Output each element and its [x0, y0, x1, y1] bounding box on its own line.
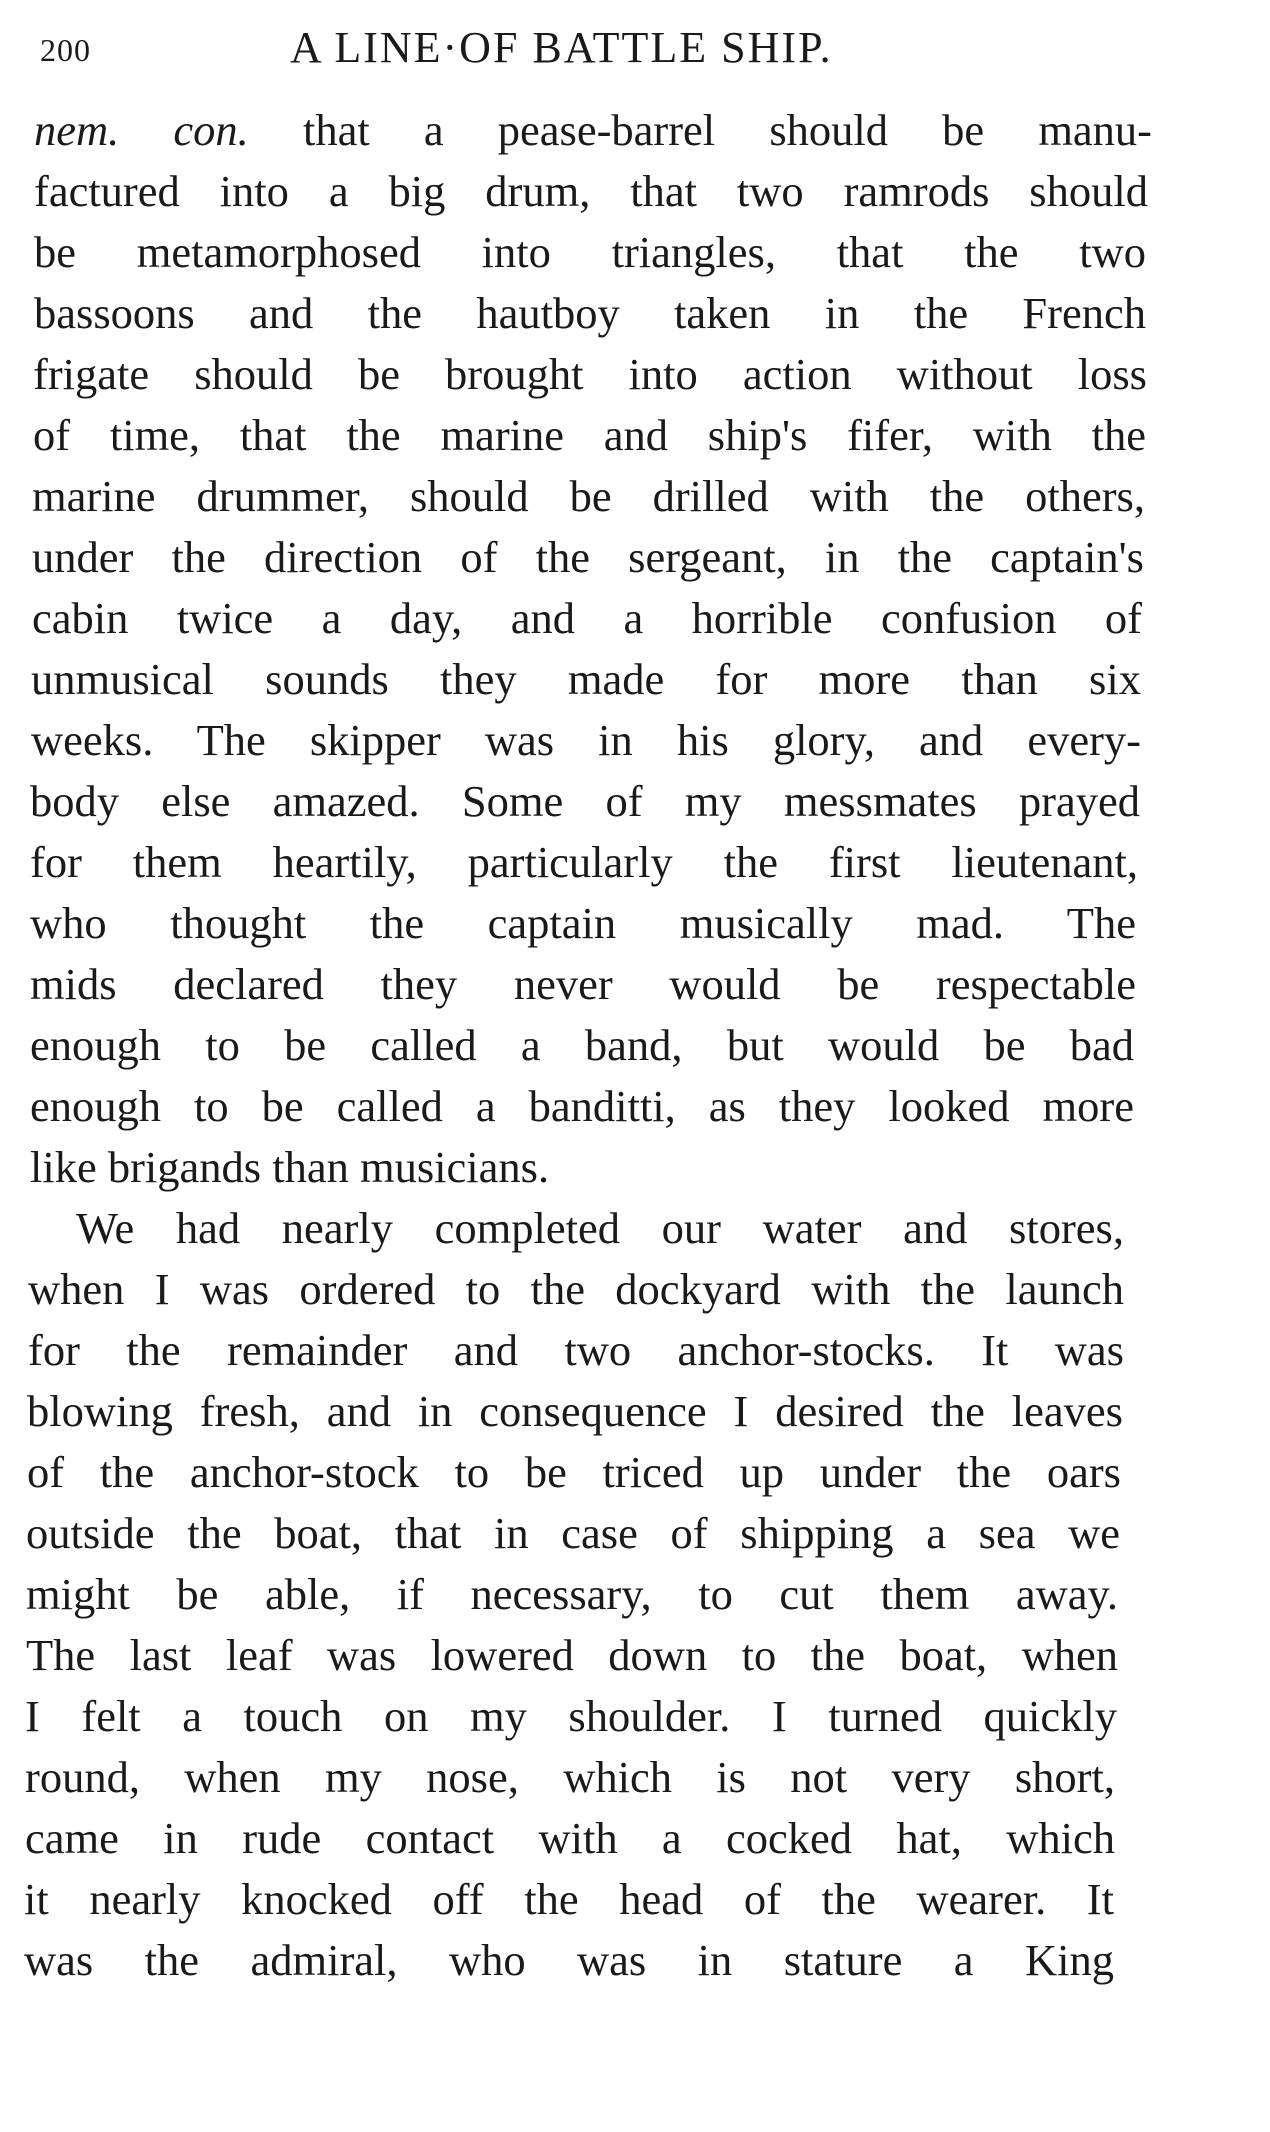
text-line: for them heartily, particularly the first lieutenant,	[30, 837, 1138, 887]
text-line: marine drummer, should be drilled with the others,	[32, 471, 1145, 521]
text-line: bassoons and the hautboy taken in the French	[34, 288, 1146, 338]
text-line: for the remainder and two anchor-stocks. It was	[28, 1325, 1124, 1375]
text-line: unmusical sounds they made for more than six	[31, 654, 1141, 704]
page-number: 200	[40, 32, 91, 68]
text-line: We had nearly completed our water and stores,	[76, 1203, 1124, 1253]
text-line: came in rude contact with a cocked hat, which	[25, 1813, 1115, 1863]
page-header	[40, 22, 1150, 82]
text-line: like brigands than musicians.	[30, 1142, 550, 1192]
text-line: weeks. The skipper was in his glory, and every-	[31, 715, 1141, 765]
text-line: enough to be called a band, but would be bad	[30, 1020, 1134, 1070]
text-line: frigate should be brought into action without loss	[33, 349, 1147, 399]
text-line: of time, that the marine and ship's fifer, with the	[33, 410, 1146, 460]
text-line: factured into a big drum, that two ramrods should	[34, 166, 1148, 216]
text-line: I felt a touch on my shoulder. I turned quickly	[25, 1691, 1117, 1741]
latin-phrase: nem. con.	[34, 105, 249, 155]
text-line: under the direction of the sergeant, in the captain's	[32, 532, 1144, 582]
text-line: blowing fresh, and in consequence I desired the leaves	[27, 1386, 1123, 1436]
text-line: it nearly knocked off the head of the wearer. It	[24, 1874, 1114, 1924]
text-line: be metamorphosed into triangles, that the two	[34, 227, 1146, 277]
text-line: cabin twice a day, and a horrible confusion of	[32, 593, 1142, 643]
text-line: might be able, if necessary, to cut them away.	[26, 1569, 1118, 1619]
running-title: A LINE·OF BATTLE SHIP.	[290, 23, 833, 72]
text-line: nem. con. that a pease-barrel should be manu-	[34, 105, 1153, 155]
text-line: when I was ordered to the dockyard with the launch	[28, 1264, 1124, 1314]
text-line: body else amazed. Some of my messmates prayed	[30, 776, 1140, 826]
text-line: was the admiral, who was in stature a King	[24, 1935, 1114, 1985]
text-line: of the anchor-stock to be triced up under the oars	[27, 1447, 1121, 1497]
text-line: round, when my nose, which is not very short,	[25, 1752, 1115, 1802]
text-line: mids declared they never would be respectable	[30, 959, 1136, 1009]
text-line: enough to be called a banditti, as they looked more	[30, 1081, 1134, 1131]
text-line: The last leaf was lowered down to the boat, when	[26, 1630, 1118, 1680]
text-line: outside the boat, that in case of shipping a sea we	[26, 1508, 1120, 1558]
text-line: who thought the captain musically mad. The	[30, 898, 1136, 948]
